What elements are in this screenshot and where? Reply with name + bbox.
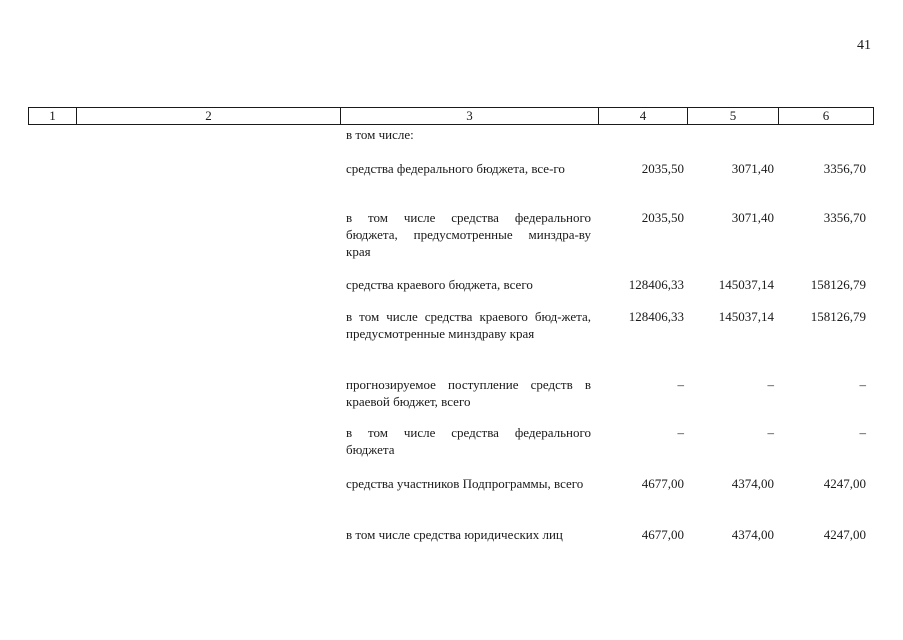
value-col-4: 4677,00 (641, 527, 684, 542)
value-col-6: – (859, 377, 866, 392)
column-header-table (28, 107, 874, 125)
value-col-6: 3356,70 (823, 161, 866, 176)
row-description: средства федерального бюджета, все-го (346, 161, 565, 176)
value-col-5: – (767, 425, 774, 440)
row-description: в том числе: (346, 127, 414, 142)
value-col-4: – (677, 377, 684, 392)
row-description: в том числе средства юридических лиц (346, 527, 563, 542)
value-col-5: 3071,40 (731, 210, 774, 225)
row-description: средства участников Подпрограммы, всего (346, 476, 584, 491)
value-col-6: 4247,00 (823, 527, 866, 542)
value-col-6: 158126,79 (810, 277, 866, 292)
column-header-3: 3 (341, 108, 599, 125)
value-col-4: 128406,33 (628, 309, 684, 324)
value-col-5: 3071,40 (731, 161, 774, 176)
column-header-2: 2 (77, 108, 341, 125)
page-number: 41 (857, 38, 871, 53)
value-col-5: 145037,14 (718, 277, 774, 292)
column-header-6: 6 (779, 108, 874, 125)
value-col-5: – (767, 377, 774, 392)
column-header-4: 4 (599, 108, 688, 125)
row-description: в том числе средства краевого бюд-жета, предусмотренные минздраву края (346, 309, 591, 341)
row-description: в том числе средства федерального бюджета (346, 425, 591, 457)
value-col-6: 158126,79 (810, 309, 866, 324)
value-col-4: 4677,00 (641, 476, 684, 491)
value-col-6: 3356,70 (823, 210, 866, 225)
column-header-1: 1 (29, 108, 77, 125)
row-description: средства краевого бюджета, всего (346, 277, 533, 292)
column-header-row (29, 108, 874, 125)
value-col-4: – (677, 425, 684, 440)
value-col-4: 128406,33 (628, 277, 684, 292)
row-description: в том числе средства федерального бюджета, предусмотренные минздра-ву края (346, 210, 591, 259)
value-col-5: 4374,00 (731, 476, 774, 491)
row-description: прогнозируемое поступление средств в краевой бюджет, всего (346, 377, 591, 409)
value-col-4: 2035,50 (641, 161, 684, 176)
value-col-5: 145037,14 (718, 309, 774, 324)
value-col-6: – (859, 425, 866, 440)
column-header-5: 5 (688, 108, 779, 125)
value-col-6: 4247,00 (823, 476, 866, 491)
value-col-5: 4374,00 (731, 527, 774, 542)
value-col-4: 2035,50 (641, 210, 684, 225)
